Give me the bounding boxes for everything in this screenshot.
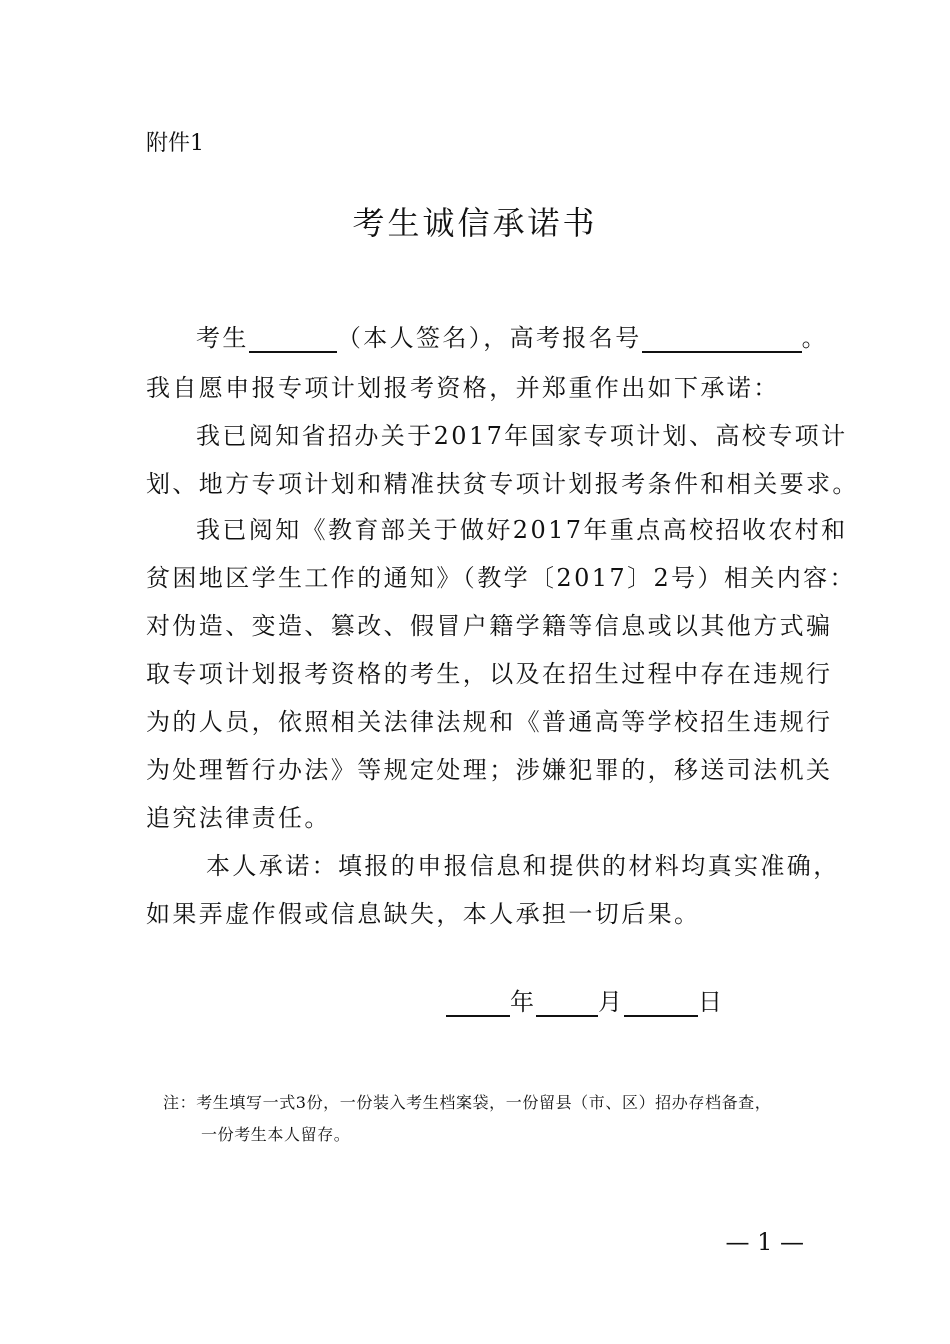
intro-line-2: 我自愿申报专项计划报考资格，并郑重作出如下承诺：	[146, 374, 780, 402]
intro-line-1	[196, 318, 828, 353]
month-blank[interactable]	[536, 985, 598, 1017]
paragraph1-line-1: 我已阅知省招办关于2017年国家专项计划、高校专项计	[196, 422, 848, 450]
attachment-label: 附件1	[146, 131, 204, 156]
paragraph2-line-6: 为处理暂行办法》等规定处理；涉嫌犯罪的，移送司法机关	[146, 756, 833, 784]
candidate-label: 考生	[196, 324, 249, 352]
day-label: 日	[698, 988, 722, 1016]
paragraph2-line-1: 我已阅知《教育部关于做好2017年重点高校招收农村和	[196, 516, 848, 544]
paragraph2-line-4: 取专项计划报考资格的考生，以及在招生过程中存在违规行	[146, 660, 833, 688]
year-blank[interactable]	[446, 985, 510, 1017]
paragraph1-line-2: 划、地方专项计划和精准扶贫专项计划报考条件和相关要求。	[146, 470, 859, 498]
paragraph2-line-7: 追究法律责任。	[146, 804, 331, 832]
page-number: — 1 —	[725, 1228, 804, 1256]
year-label: 年	[510, 988, 534, 1016]
month-label: 月	[598, 988, 622, 1016]
document-title: 考生诚信承诺书	[352, 204, 598, 242]
paragraph2-line-5: 为的人员，依照相关法律法规和《普通高等学校招生违规行	[146, 708, 833, 736]
signature-blank[interactable]	[249, 325, 337, 353]
registration-number-blank[interactable]	[642, 325, 802, 353]
day-blank[interactable]	[624, 985, 698, 1017]
note-line-2: 一份考生本人留存。	[201, 1125, 351, 1144]
intro-end-mark: 。	[801, 324, 829, 352]
paragraph3-line-1: 本人承诺：填报的申报信息和提供的材料均真实准确，	[206, 852, 840, 880]
paragraph3-line-2: 如果弄虚作假或信息缺失，本人承担一切后果。	[146, 900, 701, 928]
date-row	[446, 982, 722, 1017]
paragraph2-line-3: 对伪造、变造、篡改、假冒户籍学籍等信息或以其他方式骗	[146, 612, 833, 640]
signature-label: （本人签名），高考报名号	[336, 324, 642, 352]
note-line-1: 注：考生填写一式3份，一份装入考生档案袋，一份留县（市、区）招办存档备查，	[163, 1093, 772, 1112]
paragraph2-line-2: 贫困地区学生工作的通知》（教学〔2017〕2号）相关内容：	[146, 564, 856, 592]
